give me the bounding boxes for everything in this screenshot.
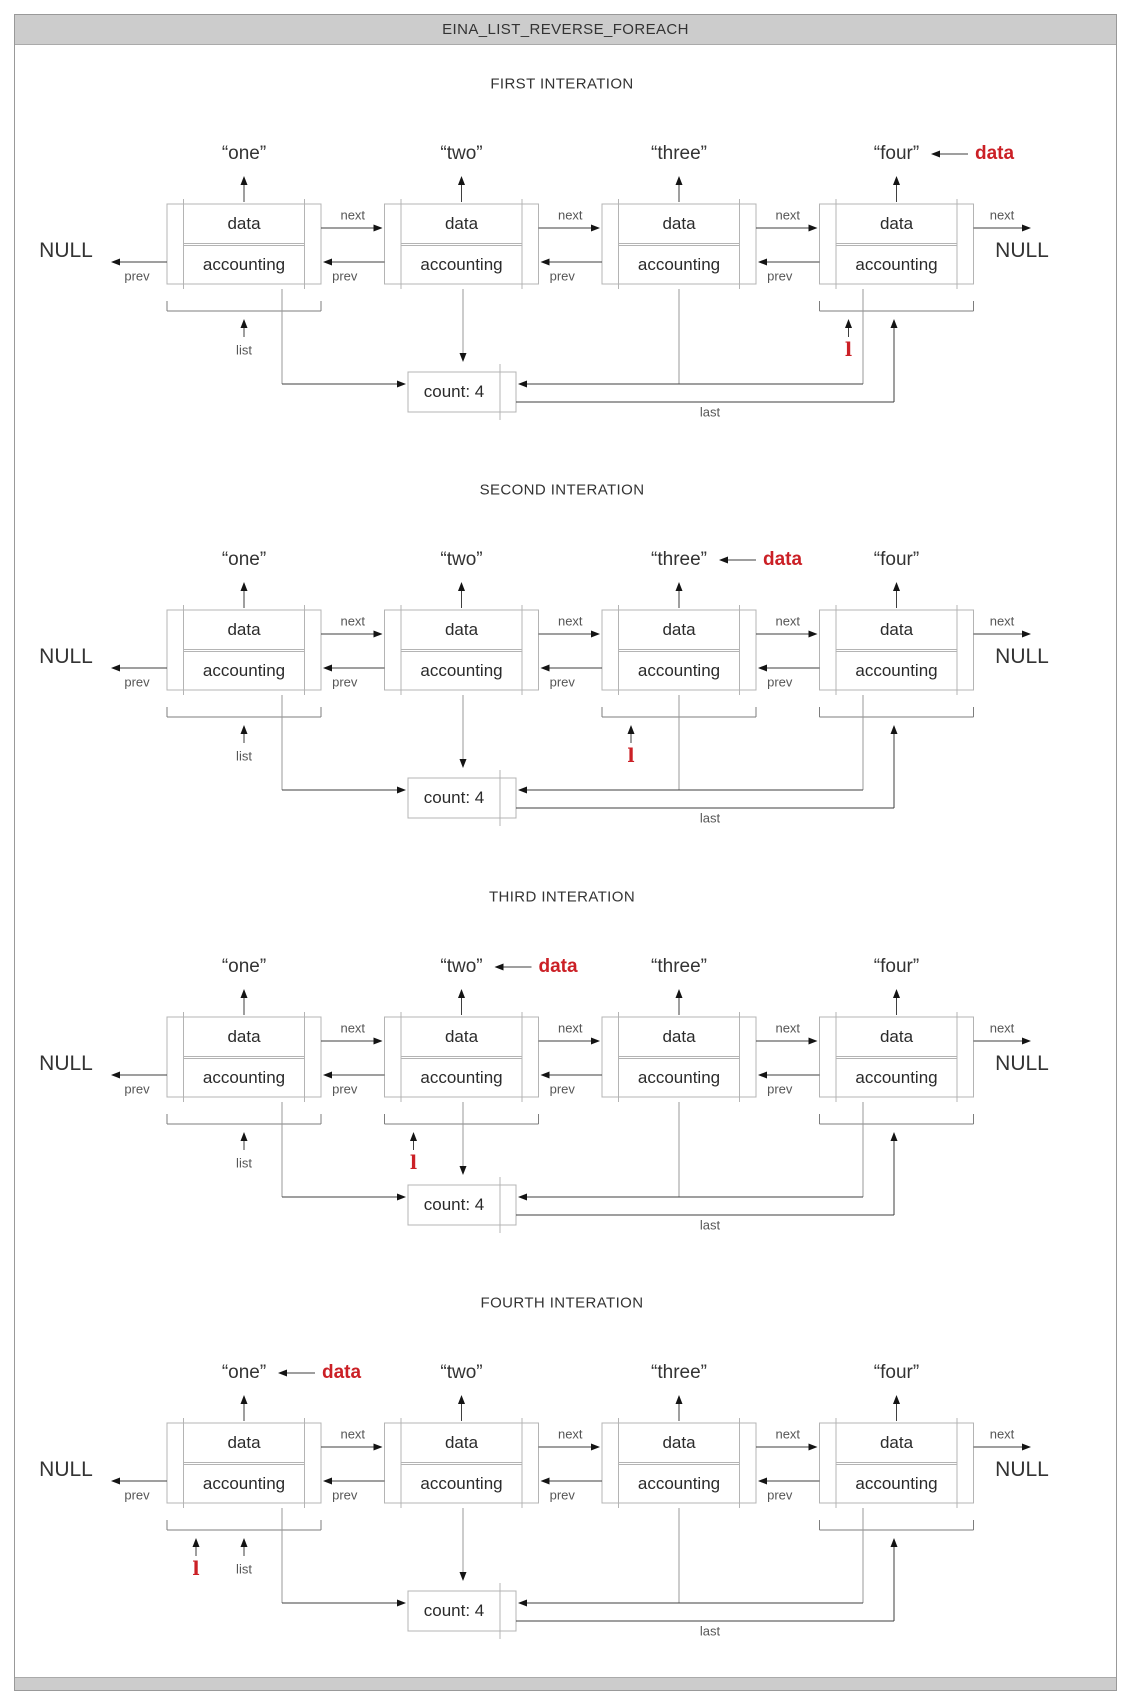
data-pointer-label: data bbox=[322, 1362, 362, 1383]
list-label: list bbox=[236, 1155, 252, 1171]
node-label: “four” bbox=[873, 956, 920, 977]
last-arrowhead bbox=[891, 319, 898, 328]
count-left-arrowhead bbox=[397, 1600, 406, 1607]
prev-label: prev bbox=[767, 1487, 793, 1503]
null-left: NULL bbox=[39, 1052, 93, 1075]
node-accounting-cell: accounting bbox=[637, 254, 721, 274]
data-pointer-label: data bbox=[975, 143, 1015, 164]
null-right: NULL bbox=[995, 239, 1049, 262]
l-pointer-arrowhead bbox=[845, 319, 852, 328]
next-arrowhead bbox=[809, 631, 818, 638]
node-label-arrowhead bbox=[676, 176, 683, 185]
node-label: “three” bbox=[651, 143, 707, 164]
l-pointer-label: l bbox=[409, 1152, 418, 1174]
data-pointer-arrowhead bbox=[931, 151, 940, 158]
next-label: next bbox=[775, 1020, 801, 1036]
list-arrowhead bbox=[241, 1538, 248, 1547]
node-data-cell: data bbox=[227, 214, 261, 233]
node-label-arrowhead bbox=[458, 1395, 465, 1404]
next-label: next bbox=[340, 207, 366, 223]
node-label-arrowhead bbox=[458, 582, 465, 591]
node-accounting-cell: accounting bbox=[202, 660, 286, 680]
next-label: next bbox=[340, 1020, 366, 1036]
iteration-3 bbox=[0, 810, 1130, 1283]
node-data-cell: data bbox=[879, 1027, 914, 1046]
last-arrowhead bbox=[891, 725, 898, 734]
null-right: NULL bbox=[995, 1458, 1049, 1481]
node-label-arrowhead bbox=[241, 176, 248, 185]
node-accounting-cell: accounting bbox=[420, 660, 503, 680]
node-label: “two” bbox=[440, 549, 483, 570]
next-label: next bbox=[557, 1020, 583, 1036]
next-label: next bbox=[557, 613, 583, 629]
l-pointer-arrowhead bbox=[628, 725, 635, 734]
last-label: last bbox=[699, 1217, 721, 1233]
count-left-arrowhead bbox=[397, 1194, 406, 1201]
prev-arrowhead bbox=[111, 1478, 120, 1485]
node-label: “four” bbox=[873, 143, 920, 164]
list-arrowhead bbox=[241, 319, 248, 328]
prev-label: prev bbox=[124, 1081, 150, 1097]
node-data-cell: data bbox=[662, 1433, 696, 1452]
next-label: next bbox=[775, 1426, 801, 1442]
node-data-cell: data bbox=[227, 620, 261, 639]
iteration-1-graphics bbox=[0, 0, 1130, 470]
node-data-cell: data bbox=[444, 1027, 479, 1046]
count-value: count: 4 bbox=[423, 1601, 485, 1620]
node-accounting-cell: accounting bbox=[420, 254, 503, 274]
prev-label: prev bbox=[124, 674, 150, 690]
next-label: next bbox=[340, 613, 366, 629]
node-data-cell: data bbox=[879, 214, 914, 233]
last-arrowhead bbox=[891, 1538, 898, 1547]
prev-label: prev bbox=[549, 1081, 575, 1097]
last-label: last bbox=[699, 1623, 721, 1639]
node-accounting-cell: accounting bbox=[637, 660, 721, 680]
next-arrowhead bbox=[809, 1444, 818, 1451]
null-right: NULL bbox=[995, 1052, 1049, 1075]
node-data-cell: data bbox=[444, 620, 479, 639]
node-accounting-cell: accounting bbox=[420, 1473, 503, 1493]
node-label-arrowhead bbox=[676, 1395, 683, 1404]
node-label-arrowhead bbox=[893, 1395, 900, 1404]
node-label-arrowhead bbox=[893, 582, 900, 591]
list-label: list bbox=[236, 748, 252, 764]
prev-label: prev bbox=[767, 268, 793, 284]
node-label-arrowhead bbox=[893, 176, 900, 185]
null-left: NULL bbox=[39, 239, 93, 262]
count-right-arrowhead bbox=[518, 1600, 527, 1607]
prev-arrowhead bbox=[758, 665, 767, 672]
next-label: next bbox=[989, 1426, 1015, 1442]
node-data-cell: data bbox=[227, 1433, 261, 1452]
next-arrowhead bbox=[374, 225, 383, 232]
next-label: next bbox=[989, 207, 1015, 223]
node-accounting-cell: accounting bbox=[202, 1473, 286, 1493]
node-label-arrowhead bbox=[458, 989, 465, 998]
list-label: list bbox=[236, 1561, 252, 1577]
prev-arrowhead bbox=[111, 259, 120, 266]
next-arrowhead bbox=[374, 631, 383, 638]
node-label-arrowhead bbox=[676, 989, 683, 998]
next-arrowhead bbox=[591, 631, 600, 638]
next-arrowhead bbox=[1022, 1038, 1031, 1045]
node-label: “three” bbox=[651, 549, 707, 570]
data-pointer-arrowhead bbox=[278, 1370, 287, 1377]
prev-label: prev bbox=[767, 1081, 793, 1097]
page-title: EINA_LIST_REVERSE_FOREACH bbox=[442, 21, 689, 38]
node-label: “four” bbox=[873, 549, 920, 570]
prev-arrowhead bbox=[541, 665, 550, 672]
node-data-cell: data bbox=[879, 1433, 914, 1452]
iteration-2-graphics bbox=[0, 406, 1130, 876]
prev-arrowhead bbox=[111, 1072, 120, 1079]
data-pointer-arrowhead bbox=[495, 964, 504, 971]
node-data-cell: data bbox=[662, 214, 696, 233]
node-label-arrowhead bbox=[893, 989, 900, 998]
prev-arrowhead bbox=[758, 1072, 767, 1079]
next-arrowhead bbox=[591, 225, 600, 232]
node-label-arrowhead bbox=[241, 1395, 248, 1404]
iteration-title: FIRST INTERATION bbox=[490, 75, 634, 93]
next-arrowhead bbox=[1022, 631, 1031, 638]
next-arrowhead bbox=[809, 225, 818, 232]
count-value: count: 4 bbox=[423, 788, 485, 807]
data-pointer-label: data bbox=[763, 549, 803, 570]
prev-arrowhead bbox=[541, 1478, 550, 1485]
node-data-cell: data bbox=[444, 214, 479, 233]
prev-label: prev bbox=[332, 268, 358, 284]
node2-drop-arrowhead bbox=[460, 1572, 467, 1581]
next-label: next bbox=[775, 207, 801, 223]
next-label: next bbox=[989, 613, 1015, 629]
prev-arrowhead bbox=[323, 259, 332, 266]
next-arrowhead bbox=[1022, 1444, 1031, 1451]
prev-arrowhead bbox=[111, 665, 120, 672]
iteration-title: SECOND INTERATION bbox=[479, 481, 645, 499]
node-label-arrowhead bbox=[241, 582, 248, 591]
list-arrowhead bbox=[241, 1132, 248, 1141]
iteration-title: THIRD INTERATION bbox=[488, 888, 636, 906]
node-label: “one” bbox=[221, 549, 267, 570]
count-left-arrowhead bbox=[397, 787, 406, 794]
l-pointer-arrowhead bbox=[193, 1538, 200, 1547]
node-data-cell: data bbox=[662, 620, 696, 639]
next-label: next bbox=[557, 207, 583, 223]
node2-drop-arrowhead bbox=[460, 759, 467, 768]
iteration-4-graphics bbox=[0, 1219, 1130, 1689]
node-label: “three” bbox=[651, 956, 707, 977]
next-arrowhead bbox=[809, 1038, 818, 1045]
node-accounting-cell: accounting bbox=[637, 1473, 721, 1493]
node-accounting-cell: accounting bbox=[637, 1067, 721, 1087]
prev-arrowhead bbox=[758, 259, 767, 266]
node-accounting-cell: accounting bbox=[855, 660, 938, 680]
node-accounting-cell: accounting bbox=[855, 254, 938, 274]
node-label: “four” bbox=[873, 1362, 920, 1383]
prev-label: prev bbox=[332, 674, 358, 690]
node-data-cell: data bbox=[227, 1027, 261, 1046]
last-label: last bbox=[699, 810, 721, 826]
list-arrowhead bbox=[241, 725, 248, 734]
null-left: NULL bbox=[39, 645, 93, 668]
node-accounting-cell: accounting bbox=[855, 1473, 938, 1493]
list-label: list bbox=[236, 342, 252, 358]
data-pointer-label: data bbox=[538, 956, 578, 977]
node-data-cell: data bbox=[444, 1433, 479, 1452]
next-arrowhead bbox=[591, 1444, 600, 1451]
prev-arrowhead bbox=[323, 665, 332, 672]
node-label-arrowhead bbox=[241, 989, 248, 998]
iteration-3-graphics bbox=[0, 810, 1130, 1283]
prev-label: prev bbox=[124, 268, 150, 284]
next-label: next bbox=[557, 1426, 583, 1442]
prev-label: prev bbox=[332, 1081, 358, 1097]
prev-arrowhead bbox=[323, 1478, 332, 1485]
node-label-arrowhead bbox=[458, 176, 465, 185]
next-arrowhead bbox=[374, 1444, 383, 1451]
node-label: “one” bbox=[221, 956, 267, 977]
next-arrowhead bbox=[591, 1038, 600, 1045]
node-label: “two” bbox=[440, 956, 483, 977]
data-pointer-arrowhead bbox=[719, 557, 728, 564]
node-accounting-cell: accounting bbox=[202, 1067, 286, 1087]
node2-drop-arrowhead bbox=[460, 353, 467, 362]
count-right-arrowhead bbox=[518, 787, 527, 794]
node-accounting-cell: accounting bbox=[855, 1067, 938, 1087]
prev-label: prev bbox=[549, 1487, 575, 1503]
iteration-4 bbox=[0, 1219, 1130, 1689]
l-pointer-label: l bbox=[192, 1558, 200, 1580]
prev-label: prev bbox=[124, 1487, 150, 1503]
count-right-arrowhead bbox=[518, 381, 527, 388]
node-label: “one” bbox=[221, 143, 267, 164]
count-left-arrowhead bbox=[397, 381, 406, 388]
last-label: last bbox=[699, 404, 721, 420]
iteration-2 bbox=[0, 406, 1130, 876]
last-arrowhead bbox=[891, 1132, 898, 1141]
node-data-cell: data bbox=[662, 1027, 696, 1046]
node-label: “one” bbox=[221, 1362, 267, 1383]
node-label: “three” bbox=[651, 1362, 707, 1383]
prev-label: prev bbox=[549, 268, 575, 284]
node-accounting-cell: accounting bbox=[202, 254, 286, 274]
next-label: next bbox=[775, 613, 801, 629]
l-pointer-arrowhead bbox=[410, 1132, 417, 1141]
iteration-1 bbox=[0, 0, 1130, 470]
node-data-cell: data bbox=[879, 620, 914, 639]
prev-label: prev bbox=[767, 674, 793, 690]
node-label: “two” bbox=[440, 143, 483, 164]
count-right-arrowhead bbox=[518, 1194, 527, 1201]
next-label: next bbox=[340, 1426, 366, 1442]
iteration-title: FOURTH INTERATION bbox=[480, 1294, 644, 1312]
node-accounting-cell: accounting bbox=[420, 1067, 503, 1087]
l-pointer-label: l bbox=[844, 339, 853, 361]
null-left: NULL bbox=[39, 1458, 93, 1481]
node-label-arrowhead bbox=[676, 582, 683, 591]
count-value: count: 4 bbox=[423, 1195, 485, 1214]
next-arrowhead bbox=[374, 1038, 383, 1045]
count-value: count: 4 bbox=[423, 382, 485, 401]
prev-label: prev bbox=[549, 674, 575, 690]
prev-label: prev bbox=[332, 1487, 358, 1503]
prev-arrowhead bbox=[541, 259, 550, 266]
null-right: NULL bbox=[995, 645, 1049, 668]
l-pointer-label: l bbox=[627, 745, 635, 767]
next-arrowhead bbox=[1022, 225, 1031, 232]
node2-drop-arrowhead bbox=[460, 1166, 467, 1175]
node-label: “two” bbox=[440, 1362, 483, 1383]
next-label: next bbox=[989, 1020, 1015, 1036]
prev-arrowhead bbox=[323, 1072, 332, 1079]
prev-arrowhead bbox=[541, 1072, 550, 1079]
prev-arrowhead bbox=[758, 1478, 767, 1485]
